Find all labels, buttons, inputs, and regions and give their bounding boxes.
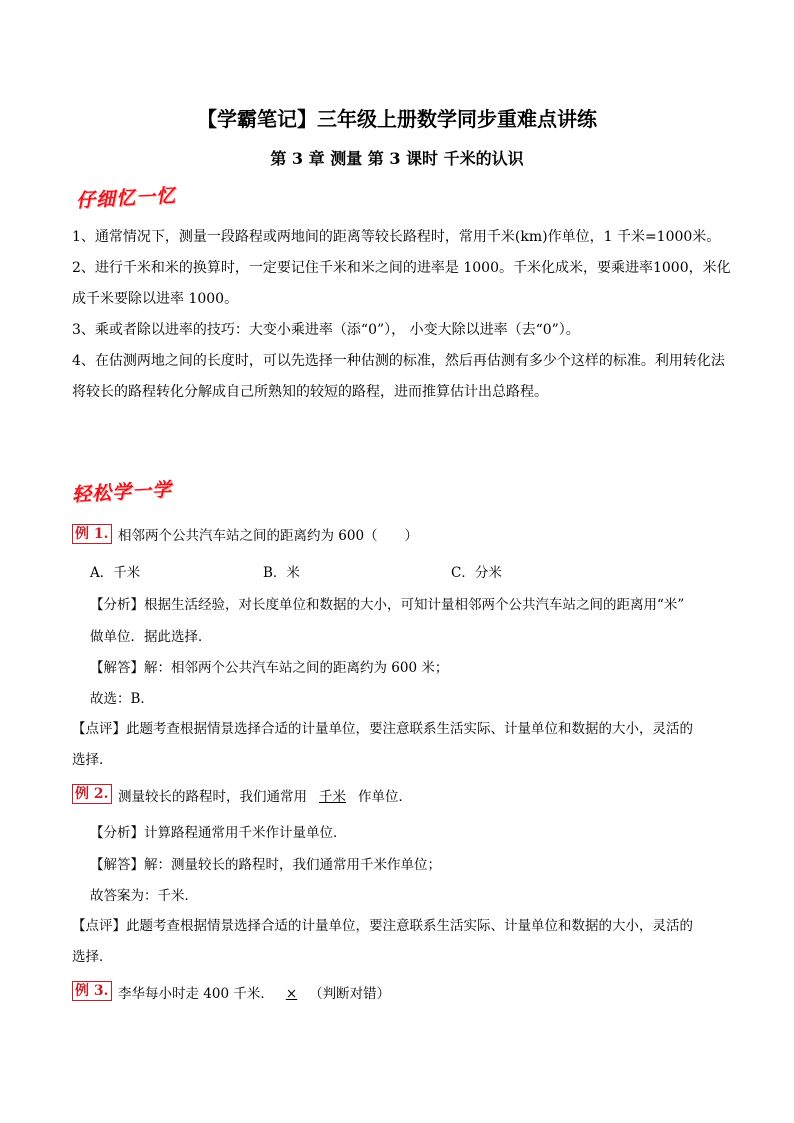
document-title: 【学霸笔记】三年级上册数学同步重难点讲练: [197, 107, 597, 131]
answer-blank: 千米: [319, 789, 346, 805]
example-1-choice: 故选：B．: [90, 691, 154, 707]
example-2-comment: [72, 914, 693, 934]
option-c: C．分米: [451, 565, 502, 581]
answer-text: 解：相邻两个公共汽车站之间的距离约为 600 米；: [144, 660, 449, 676]
example-2-final: 故答案为：千米．: [90, 888, 198, 904]
learn-banner: 轻松学一学: [71, 478, 173, 506]
example-2-question: [118, 785, 412, 805]
analysis-text: 根据生活经验，对长度单位和数据的大小，可知计量相邻两个公共汽车站之间的距离用“米”: [144, 597, 685, 613]
example-1-answer: [90, 656, 448, 676]
comment-tag: 【点评】: [72, 918, 126, 934]
question-pre: 测量较长的路程时，我们通常用: [118, 789, 307, 805]
key-point-2: 2、进行千米和米的换算时，一定要记住千米和米之间的进率是 1000。千米化成米，要乘进率1000，米化成千米要除以进率 1000。: [72, 260, 731, 307]
question-post: （判断对错）: [309, 986, 391, 1002]
example-3-label: 例 3.: [72, 981, 112, 1001]
example-1-analysis-cont: 做单位．据此选择．: [90, 629, 212, 645]
question-pre: 李华每小时走 400 千米．: [118, 986, 274, 1002]
option-b: B．米: [263, 565, 300, 581]
example-1-label: 例 1.: [72, 524, 112, 544]
question-post: 作单位．: [358, 789, 412, 805]
key-point-3: 3、乘或者除以进率的技巧：大变小乘进率（添“0”）， 小变大除以进率（去“0”）。: [72, 322, 580, 338]
example-3-question: [118, 982, 390, 1002]
comment-tag: 【点评】: [72, 721, 126, 737]
comment-text: 此题考查根据情景选择合适的计量单位，要注意联系生活实际、计量单位和数据的大小，灵活的: [126, 918, 693, 934]
example-2-answer: [90, 853, 441, 873]
option-a: A．千米: [90, 565, 141, 581]
example-2-analysis: [90, 821, 347, 841]
answer-tag: 【解答】: [90, 660, 144, 676]
key-point-1: 1、通常情况下，测量一段路程或两地间的距离等较长路程时，常用千米(km)作单位，1 千米=1000米。: [72, 229, 721, 245]
key-point-4: 4、在估测两地之间的长度时，可以先选择一种估测的标准，然后再估测有多少个这样的标准。利用转化法将较长的路程转化分解成自己所熟知的较短的路程，进而推算估计出总路程。: [72, 353, 725, 400]
answer-text: 解：测量较长的路程时，我们通常用千米作单位；: [144, 857, 441, 873]
review-banner: 仔细忆一忆: [75, 184, 177, 212]
key-points: [72, 222, 732, 408]
analysis-text: 计算路程通常用千米作计量单位．: [144, 825, 347, 841]
chapter-subtitle: 第 3 章 测量 第 3 课时 千米的认识: [270, 149, 524, 168]
example-1-analysis: [90, 593, 684, 613]
example-2-comment-cont: 选择．: [72, 949, 113, 965]
example-1-comment: [72, 717, 693, 737]
analysis-tag: 【分析】: [90, 825, 144, 841]
example-2-label: 例 2.: [72, 784, 112, 804]
example-1-question: 相邻两个公共汽车站之间的距离约为 600（ ）: [118, 528, 419, 544]
example-1-comment-cont: 选择．: [72, 752, 113, 768]
comment-text: 此题考查根据情景选择合适的计量单位，要注意联系生活实际、计量单位和数据的大小，灵活的: [126, 721, 693, 737]
answer-blank: ×: [285, 986, 298, 1002]
answer-tag: 【解答】: [90, 857, 144, 873]
analysis-tag: 【分析】: [90, 597, 144, 613]
